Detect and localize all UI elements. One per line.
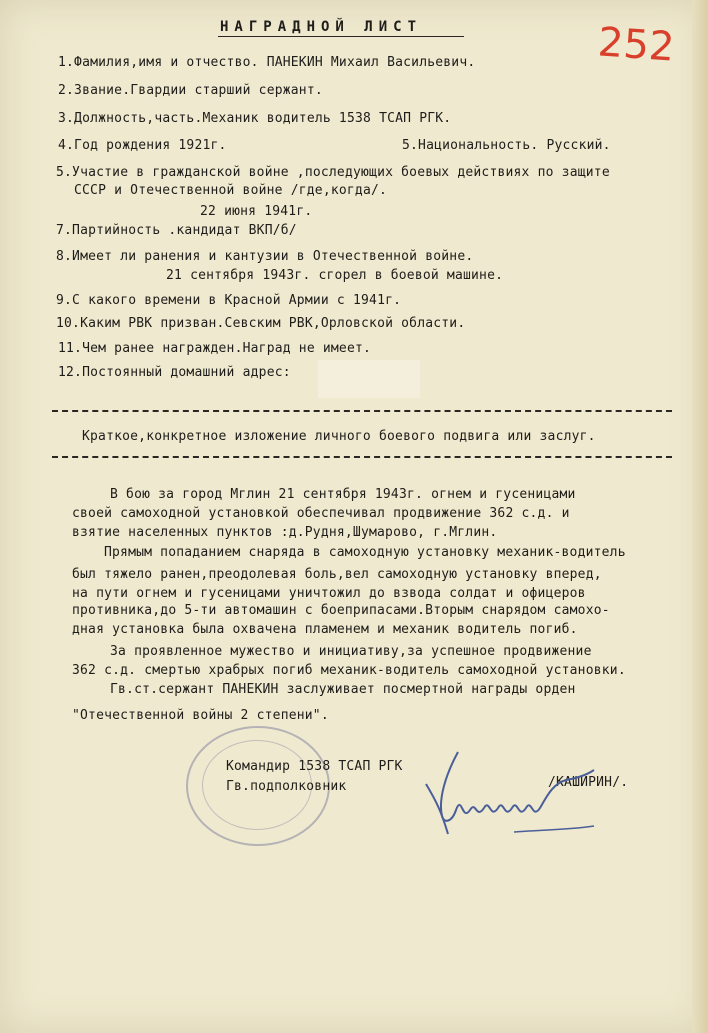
body-line-8: дная установка была охвачена пламенем и механик водитель погиб. — [72, 622, 578, 637]
document-title: НАГРАДНОЙ ЛИСТ — [220, 19, 423, 35]
body-line-11: Гв.ст.сержант ПАНЕКИН заслуживает посмертной награды орден — [110, 682, 576, 697]
body-line-5: был тяжело ранен,преодолевая боль,вел самоходную установку вперед, — [72, 567, 602, 582]
field-awards: 11.Чем ранее награжден.Наград не имеет. — [58, 341, 372, 356]
body-line-3: взятие населенных пунктов :д.Рудня,Шумарово, г.Мглин. — [72, 525, 498, 540]
field-nationality: 5.Национальность. Русский. — [402, 138, 611, 153]
field-party: 7.Партийность .кандидат ВКП/б/ — [56, 223, 297, 238]
field-address: 12.Постоянный домашний адрес: — [58, 365, 291, 380]
body-line-4: Прямым попаданием снаряда в самоходную установку механик-водитель — [104, 545, 626, 560]
section-heading: Краткое,конкретное изложение личного боевого подвига или заслуг. — [82, 429, 596, 444]
field-participation: 5.Участие в гражданской войне ,последующих боевых действиях по защите — [56, 165, 610, 180]
body-line-7: противника,до 5-ти автомашин с боеприпасами.Вторым снарядом самохо- — [72, 603, 610, 618]
field-draft-office: 10.Каким РВК призван.Севским РВК,Орловской области. — [56, 316, 466, 331]
body-line-10: 362 с.д. смертью храбрых погиб механик-водитель самоходной установки. — [72, 663, 626, 678]
field-birth-year: 4.Год рождения 1921г. — [58, 138, 227, 153]
body-line-9: За проявленное мужество и инициативу,за успешное продвижение — [110, 644, 592, 659]
field-participation-cont: СССР и Отечественной войне /где,когда/. — [74, 183, 388, 198]
redacted-address — [318, 360, 420, 398]
commander-name: /КАШИРИН/. — [548, 775, 629, 790]
field-position: 3.Должность,часть.Механик водитель 1538 ТСАП РГК. — [58, 111, 452, 126]
field-participation-date: 22 июня 1941г. — [200, 204, 313, 219]
body-line-12: "Отечественной войны 2 степени". — [72, 708, 329, 723]
commander-rank: Гв.подполковник — [226, 779, 347, 794]
commander-title: Командир 1538 ТСАП РГК — [226, 759, 403, 774]
field-name: 1.Фамилия,имя и отчество. ПАНЕКИН Михаил Васильевич. — [58, 55, 476, 70]
page-edge — [692, 0, 708, 1033]
field-service-start: 9.С какого времени в Красной Армии с 1941г. — [56, 293, 402, 308]
field-rank: 2.Звание.Гвардии старший сержант. — [58, 83, 323, 98]
title-underline — [218, 36, 464, 37]
body-line-1: В бою за город Мглин 21 сентября 1943г. огнем и гусеницами — [110, 487, 576, 502]
dashed-separator-top — [52, 410, 672, 412]
archive-number: 252 — [596, 19, 676, 71]
body-line-2: своей самоходной установкой обеспечивал продвижение 362 с.д. и — [72, 506, 570, 521]
dashed-separator-bottom — [52, 456, 672, 458]
field-wounds: 8.Имеет ли ранения и кантузии в Отечественной войне. — [56, 249, 474, 264]
body-line-6: на пути огнем и гусеницами уничтожил до взвода солдат и офицеров — [72, 586, 586, 601]
commander-signature — [418, 744, 608, 844]
field-wounds-detail: 21 сентября 1943г. сгорел в боевой машине. — [166, 268, 504, 283]
